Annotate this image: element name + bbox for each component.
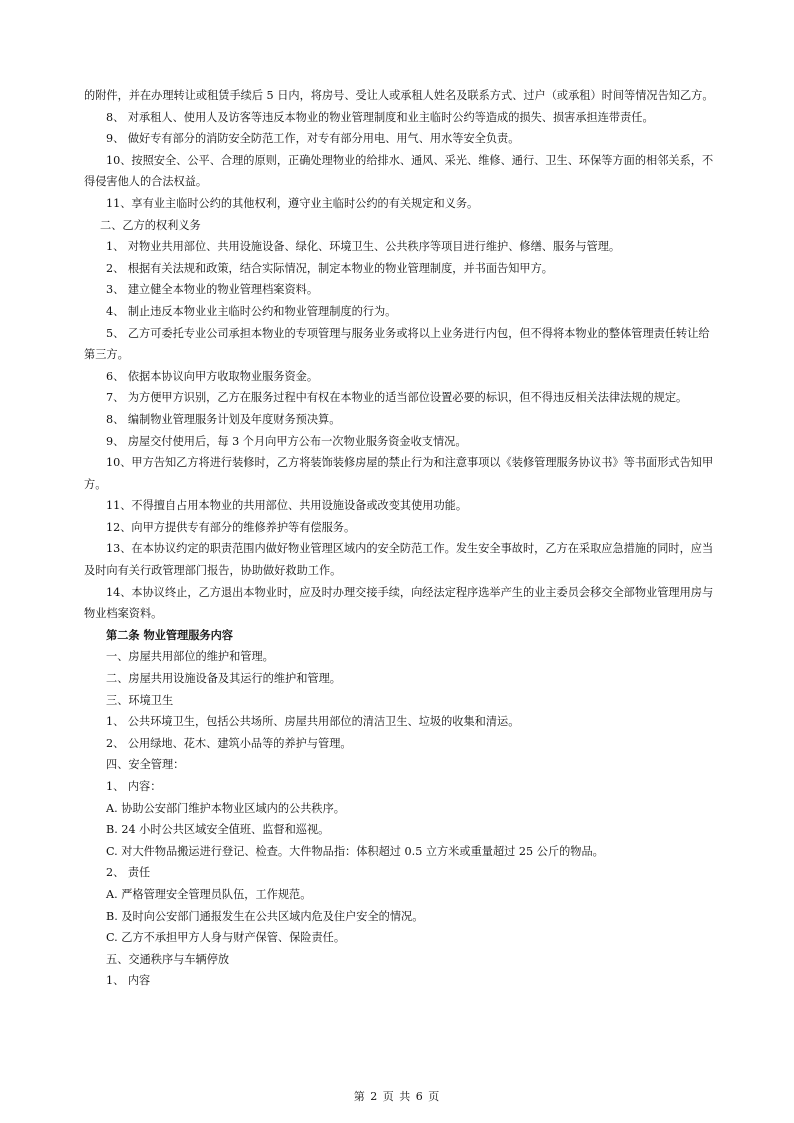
paragraph: 10、按照安全、公平、合理的原则，正确处理物业的给排水、通风、采光、维修、通行、卫生、环保等方面的相邻关系，不得侵害他人的合法权益。 — [84, 153, 714, 189]
page-footer: 第 2 页 共 6 页 — [353, 1090, 441, 1103]
paragraph: 8、 对承租人、使用人及访客等违反本物业的物业管理制度和业主临时公约等造成的损失、损害承担连带责任。 — [106, 110, 654, 124]
paragraph: 7、 为方便甲方识别，乙方在服务过程中有权在本物业的适当部位设置必要的标识，但不得违反相关法律法规的规定。 — [106, 391, 688, 405]
paragraph: 9、 做好专有部分的消防安全防范工作，对专有部分用电、用气、用水等安全负责。 — [106, 132, 520, 146]
paragraph: 1、 内容： — [106, 780, 162, 793]
paragraph: 14、本协议终止，乙方退出本物业时，应及时办理交接手续，向经法定程序选举产生的业主委员会移交全部物业管理用房与物业档案资料。 — [84, 585, 714, 621]
paragraph: C. 对大件物品搬运进行登记、检查。大件物品指：体积超过 0.5 立方米或重量超过 25 公斤的物品。 — [106, 844, 604, 858]
paragraph: A. 严格管理安全管理员队伍，工作规范。 — [106, 887, 312, 901]
paragraph: 11、享有业主临时公约的其他权利，遵守业主临时公约的有关规定和义务。 — [106, 196, 479, 210]
paragraph: B. 24 小时公共区域安全值班、监督和巡视。 — [106, 823, 330, 837]
paragraph: 1、 公共环境卫生，包括公共场所、房屋共用部位的清洁卫生、垃圾的收集和清运。 — [106, 715, 520, 729]
paragraph: 8、 编制物业管理服务计划及年度财务预决算。 — [106, 412, 341, 426]
paragraph: 1、 内容 — [106, 974, 151, 988]
paragraph: 1、 对物业共用部位、共用设施设备、绿化、环境卫生、公共秩序等项目进行维护、修缮、服务与管理。 — [106, 240, 621, 254]
paragraph: C. 乙方不承担甲方人身与财产保管、保险责任。 — [106, 931, 346, 945]
paragraph: 2、 公用绿地、花木、建筑小品等的养护与管理。 — [106, 736, 352, 750]
paragraph: 2、 根据有关法规和政策，结合实际情况，制定本物业的物业管理制度，并书面告知甲方。 — [106, 261, 553, 275]
paragraph: 6、 依据本协议向甲方收取物业服务资金。 — [106, 369, 319, 383]
paragraph: 二、乙方的权利义务 — [100, 218, 201, 232]
paragraph: B. 及时向公安部门通报发生在公共区域内危及住户安全的情况。 — [106, 909, 424, 923]
paragraph: 12、向甲方提供专有部分的维修养护等有偿服务。 — [106, 520, 356, 534]
section-heading: 第二条 物业管理服务内容 — [106, 627, 233, 642]
paragraph: 11、不得擅自占用本物业的共用部位、共用设施设备或改变其使用功能。 — [106, 499, 468, 513]
paragraph: 四、安全管理： — [106, 758, 185, 772]
paragraph: A. 协助公安部门维护本物业区域内的公共秩序。 — [106, 801, 345, 815]
paragraph: 2、 责任 — [106, 866, 151, 880]
paragraph: 二、房屋共用设施设备及其运行的维护和管理。 — [106, 672, 341, 686]
paragraph: 3、 建立健全本物业的物业管理档案资料。 — [106, 283, 319, 297]
paragraph: 10、甲方告知乙方将进行装修时，乙方将装饰装修房屋的禁止行为和注意事项以《装修管理服务协议书》等书面形式告知甲方。 — [84, 456, 714, 491]
paragraph: 五、交通秩序与车辆停放 — [106, 952, 230, 966]
paragraph: 5、 乙方可委托专业公司承担本物业的专项管理与服务业务或将以上业务进行内包，但不得将本物业的整体管理责任转让给第三方。 — [84, 326, 710, 362]
paragraph: 一、房屋共用部位的维护和管理。 — [106, 650, 274, 664]
document-body — [84, 85, 716, 992]
paragraph: 的附件，并在办理转让或租赁手续后 5 日内，将房号、受让人或承租人姓名及联系方式、过户（或承租）时间等情况告知乙方。 — [84, 89, 714, 102]
paragraph: 13、在本协议约定的职责范围内做好物业管理区域内的安全防范工作。发生安全事故时，乙方在采取应急措施的同时，应当及时向有关行政管理部门报告，协助做好救助工作。 — [84, 542, 714, 578]
paragraph: 三、环境卫生 — [106, 693, 174, 707]
paragraph: 9、 房屋交付使用后，每 3 个月向甲方公布一次物业服务资金收支情况。 — [106, 434, 467, 448]
paragraph: 4、 制止违反本物业业主临时公约和物业管理制度的行为。 — [106, 304, 397, 318]
